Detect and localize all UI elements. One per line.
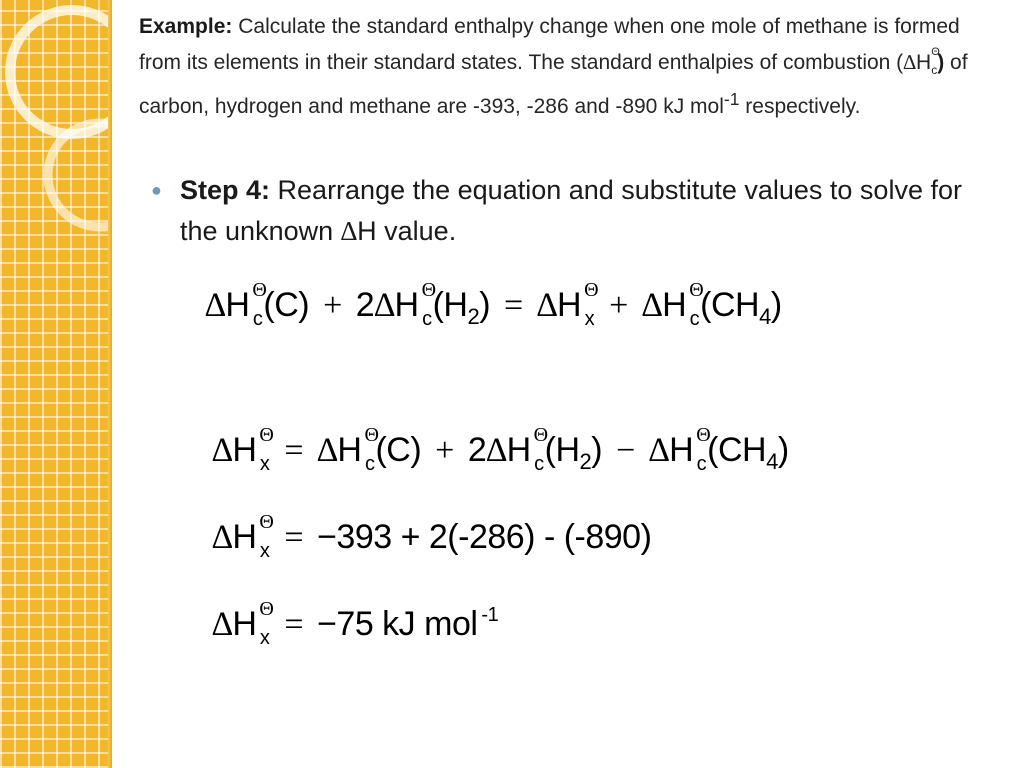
delta-symbol: ∆ xyxy=(903,49,917,74)
paren: ) xyxy=(479,286,491,324)
delta: ∆ xyxy=(648,432,670,469)
c-sub: c xyxy=(364,453,375,475)
h-symbol: H xyxy=(916,50,932,74)
delta: ∆ xyxy=(317,432,338,469)
equation-3 xyxy=(212,511,652,562)
example-text-part3: respectively. xyxy=(739,95,861,118)
result-exponent: -1 xyxy=(481,604,499,626)
example-text-part2: of carbon, hydrogen and methane are -393, -286 and -890 kJ mol xyxy=(139,50,968,118)
sub-4: 4 xyxy=(759,304,771,329)
step-text: Rearrange the equation and substitute values to solve for the unknown xyxy=(180,175,962,246)
c-subscript: c xyxy=(931,62,938,77)
c-sub: c xyxy=(422,308,432,330)
close-paren: ) xyxy=(937,50,945,74)
theta-symbol: Θ xyxy=(931,45,940,58)
methane: (CH xyxy=(700,286,760,324)
hydrogen: (H xyxy=(544,431,580,469)
h-term xyxy=(557,279,599,330)
plus: + xyxy=(609,287,628,324)
h: H xyxy=(669,431,694,469)
exponent: -1 xyxy=(723,89,740,109)
hydrogen: (H xyxy=(432,286,468,324)
x-sub: x xyxy=(259,453,270,475)
equation-4 xyxy=(212,598,499,649)
decorative-rings xyxy=(0,0,112,768)
sub-2: 2 xyxy=(467,304,480,329)
h-term xyxy=(337,424,379,475)
example-text xyxy=(139,10,979,125)
example-label: Example: xyxy=(139,15,233,38)
c-sub: c xyxy=(252,308,263,330)
theta: Θ xyxy=(584,279,599,301)
methane: (CH xyxy=(707,431,767,469)
theta: Θ xyxy=(696,424,711,446)
h-term xyxy=(394,279,436,330)
delta: ∆ xyxy=(212,519,233,556)
delta: ∆ xyxy=(205,287,226,324)
h: H xyxy=(337,431,362,469)
carbon: (C) xyxy=(375,431,422,469)
theta: Θ xyxy=(259,511,274,533)
equals: = xyxy=(504,287,523,324)
h-term xyxy=(232,424,274,475)
h: H xyxy=(232,518,257,556)
theta-c-symbol xyxy=(931,45,940,83)
bullet-icon: ● xyxy=(151,180,162,200)
c-sub: c xyxy=(696,453,707,475)
x-sub: x xyxy=(259,627,270,649)
h-term xyxy=(669,424,711,475)
theta: Θ xyxy=(421,279,436,301)
coefficient: 2 xyxy=(467,431,487,469)
delta: ∆ xyxy=(486,432,507,469)
step-delta: ∆ xyxy=(340,216,358,246)
equals: = xyxy=(284,519,304,556)
delta: ∆ xyxy=(212,432,233,469)
h: H xyxy=(232,605,257,643)
decorative-strip xyxy=(0,0,112,768)
plus: + xyxy=(323,287,342,324)
c-sub: c xyxy=(689,308,700,330)
x-sub: x xyxy=(584,308,595,330)
equals: = xyxy=(284,432,304,469)
equals: = xyxy=(284,606,304,643)
equation-1 xyxy=(205,279,782,330)
h-term xyxy=(225,279,267,330)
carbon: (C) xyxy=(263,286,310,324)
coefficient: 2 xyxy=(355,286,375,324)
theta: Θ xyxy=(252,279,267,301)
h-term xyxy=(232,511,274,562)
h-term xyxy=(662,279,704,330)
sub-2: 2 xyxy=(579,449,592,474)
c-sub: c xyxy=(534,453,544,475)
h-term xyxy=(232,598,274,649)
theta: Θ xyxy=(259,598,274,620)
minus: − xyxy=(616,432,635,469)
step-tail: H value. xyxy=(357,216,457,246)
delta: ∆ xyxy=(641,287,663,324)
paren: ) xyxy=(591,431,603,469)
step-4-text xyxy=(180,170,980,252)
paren: ) xyxy=(770,286,782,324)
equation-2 xyxy=(212,424,789,475)
plus: + xyxy=(435,432,454,469)
result: −75 kJ mol xyxy=(317,605,478,643)
h: H xyxy=(225,286,250,324)
h: H xyxy=(394,286,419,324)
step-label: Step 4: xyxy=(180,175,271,205)
substituted-values: −393 + 2(-286) - (-890) xyxy=(317,518,652,556)
theta: Θ xyxy=(259,424,274,446)
h: H xyxy=(506,431,531,469)
delta: ∆ xyxy=(536,287,558,324)
example-text-part1: Calculate the standard enthalpy change when one mole of methane is formed from its elements in their standard states. The standard enthalpies of combustion ( xyxy=(139,15,960,74)
h: H xyxy=(557,286,582,324)
h-term xyxy=(506,424,548,475)
theta: Θ xyxy=(364,424,379,446)
h: H xyxy=(662,286,687,324)
theta: Θ xyxy=(533,424,548,446)
x-sub: x xyxy=(259,540,270,562)
h: H xyxy=(232,431,257,469)
paren: ) xyxy=(777,431,789,469)
sub-4: 4 xyxy=(766,449,778,474)
delta: ∆ xyxy=(212,606,233,643)
theta: Θ xyxy=(689,279,704,301)
delta: ∆ xyxy=(374,287,395,324)
